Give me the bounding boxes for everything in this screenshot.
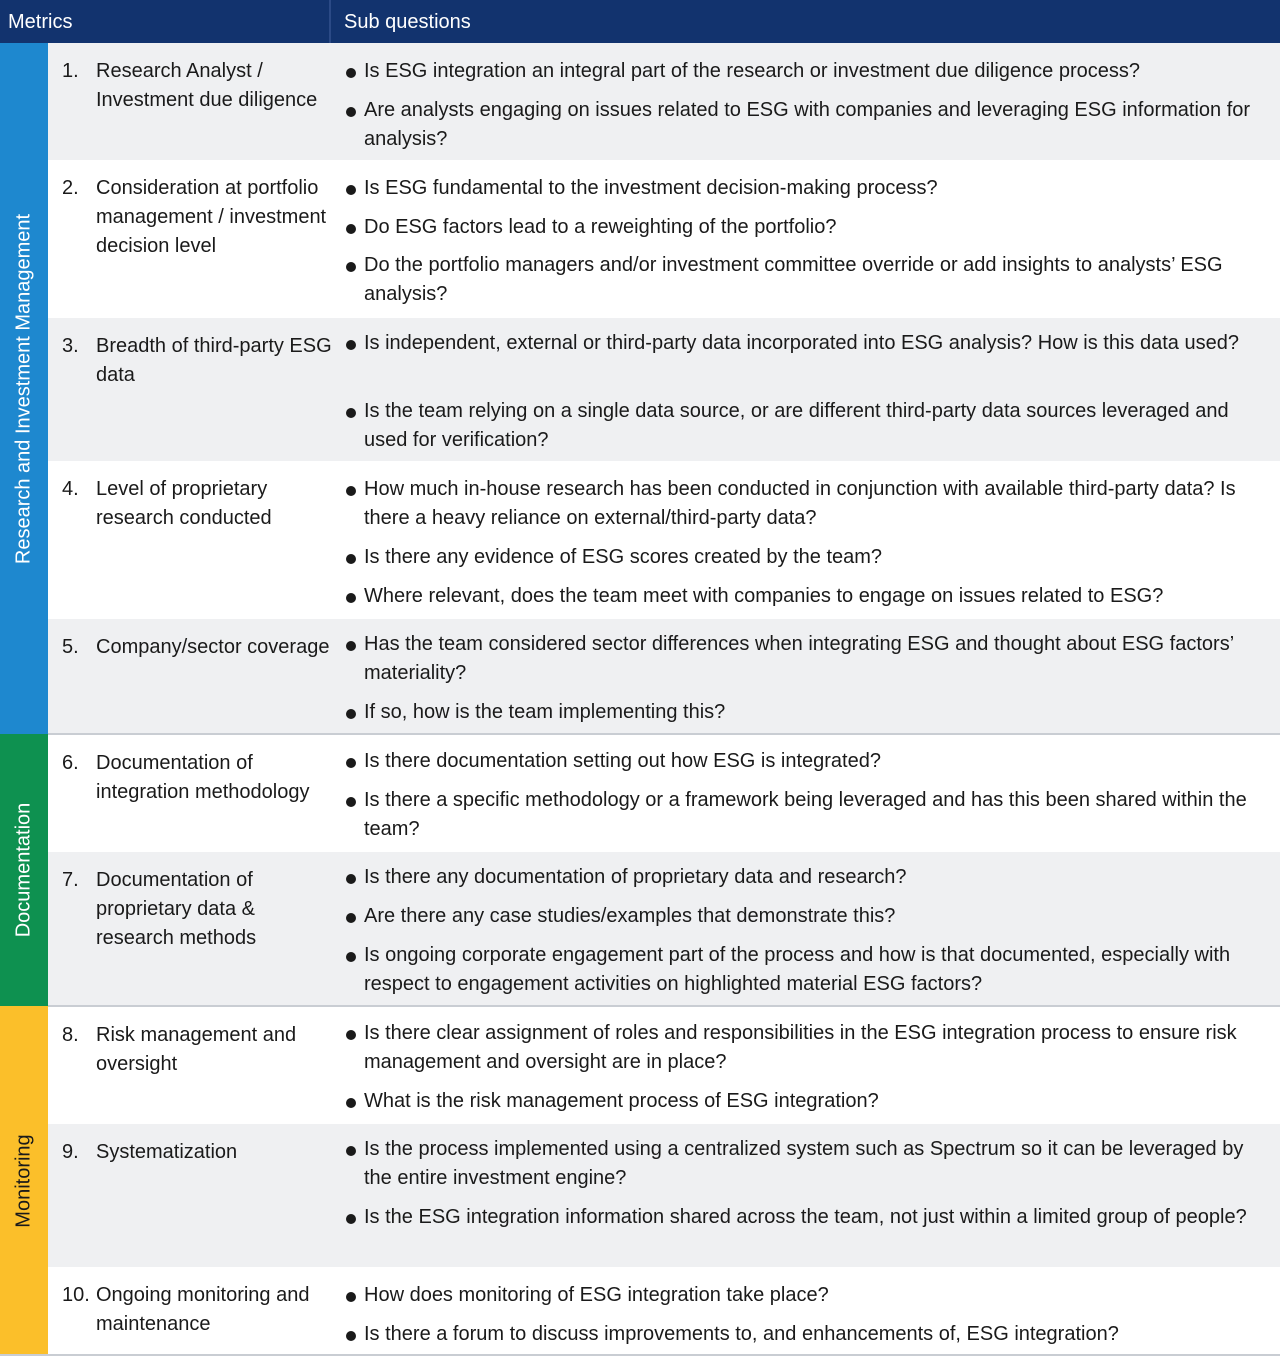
metric-title: Documentation of integration methodology [96,752,310,803]
metric-title: Ongoing monitoring and maintenance [96,1284,310,1335]
group-label-research: Research and Investment Management [12,213,35,564]
bullet-icon [346,486,356,496]
sub-question [344,96,1269,154]
sub-question-text: Is ongoing corporate engagement part of the process and how is that documented, especially with respect to engagement activities on highlighted material ESG factors? [364,944,1231,995]
sub-question [344,174,1269,203]
bullet-icon [346,641,356,651]
metric-number: 4. [62,478,79,500]
bullet-icon [346,262,356,272]
table-row [48,43,1280,160]
sub-question [344,1135,1269,1193]
sub-question-text: Is there a forum to discuss improvements to, and enhancements of, ESG integration? [364,1323,1119,1345]
metric-number: 3. [62,335,79,357]
table-header [0,0,1280,43]
group-band-monitoring [0,1006,48,1356]
sub-question-text: Is there clear assignment of roles and responsibilities in the ESG integration process to ensure risk management and oversight are in place? [364,1022,1237,1073]
sub-question-text: Is the ESG integration information shared across the team, not just within a limited group of people? [364,1206,1247,1228]
bullet-icon [346,952,356,962]
metric-title: Documentation of proprietary data & research methods [96,869,257,949]
metric-number: 5. [62,636,79,658]
sub-question-text: Is the team relying on a single data source, or are different third-party data sources leveraged and used for verification? [364,400,1229,451]
metric-number: 7. [62,869,79,891]
sub-question-text: Is independent, external or third-party data incorporated into ESG analysis? How is this data used? [364,332,1239,354]
table-row [48,852,1280,1005]
subquestions-column-header: Sub questions [344,11,471,33]
sub-question-text: Are analysts engaging on issues related to ESG with companies and leveraging ESG information for analysis? [364,99,1251,150]
table-row [48,735,1280,852]
sub-question [344,397,1269,455]
sub-question-text: Are there any case studies/examples that demonstrate this? [364,905,896,927]
sub-question [344,1019,1269,1077]
metric-number: 8. [62,1024,79,1046]
sub-question [344,582,1269,611]
sub-question [344,475,1269,533]
sub-question-text: Is there any documentation of proprietary data and research? [364,866,907,888]
bullet-icon [346,913,356,923]
sub-question [344,698,1269,727]
group-band-research [0,43,48,734]
table-row [48,318,1280,461]
metric-title: Breadth of third-party ESG data [96,335,332,386]
metric-number: 6. [62,752,79,774]
bullet-icon [346,1030,356,1040]
bullet-icon [346,340,356,350]
bullet-icon [346,1214,356,1224]
metric-title: Company/sector coverage [96,636,330,658]
sub-question-text: If so, how is the team implementing this? [364,701,726,723]
metric-title: Level of proprietary research conducted [96,478,272,529]
sub-question [344,747,1269,776]
sub-question [344,1281,1269,1310]
bullet-icon [346,797,356,807]
bullet-icon [346,554,356,564]
metric-number: 1. [62,60,79,82]
table-row [48,1007,1280,1124]
group-band-documentation [0,734,48,1006]
bullet-icon [346,1098,356,1108]
metric-number: 10. [62,1284,90,1306]
metric-title: Risk management and oversight [96,1024,297,1075]
sub-question [344,786,1269,844]
metric-title: Systematization [96,1141,238,1163]
bullet-icon [346,185,356,195]
bullet-icon [346,874,356,884]
bullet-icon [346,68,356,78]
metric-title: Consideration at portfolio management / investment decision level [96,177,327,257]
sub-question-text: Is ESG fundamental to the investment decision-making process? [364,177,938,199]
header-divider [329,0,331,43]
sub-question [344,941,1269,999]
sub-question-text: Do the portfolio managers and/or investment committee override or add insights to analysts’ ESG analysis? [364,254,1223,305]
sub-question [344,57,1269,86]
sub-question-text: What is the risk management process of ESG integration? [364,1090,879,1112]
sub-question-text: Has the team considered sector differences when integrating ESG and thought about ESG factors’ materiality? [364,633,1234,684]
sub-question [344,251,1269,309]
sub-question-text: How much in-house research has been conducted in conjunction with available third-party data? Is there a heavy reliance on external/third-party data? [364,478,1236,529]
sub-question-text: How does monitoring of ESG integration take place? [364,1284,829,1306]
bullet-icon [346,709,356,719]
sub-question-text: Is there documentation setting out how ESG is integrated? [364,750,881,772]
table-row [48,461,1280,619]
sub-question [344,630,1269,688]
bullet-icon [346,1331,356,1341]
sub-question-text: Where relevant, does the team meet with companies to engage on issues related to ESG? [364,585,1164,607]
sub-question-text: Is ESG integration an integral part of the research or investment due diligence process? [364,60,1140,82]
sub-question [344,1320,1269,1349]
bullet-icon [346,593,356,603]
sub-question [344,543,1269,572]
bullet-icon [346,1146,356,1156]
table-row [48,1124,1280,1267]
bullet-icon [346,1292,356,1302]
table-row [48,160,1280,318]
sub-question [344,1203,1269,1232]
sub-question-text: Is the process implemented using a centralized system such as Spectrum so it can be leveraged by the entire investment engine? [364,1138,1244,1189]
sub-question [344,213,1269,242]
bullet-icon [346,408,356,418]
table-row [48,1267,1280,1354]
bullet-icon [346,758,356,768]
sub-question-text: Is there any evidence of ESG scores created by the team? [364,546,883,568]
sub-question-text: Is there a specific methodology or a framework being leveraged and has this been shared within the team? [364,789,1247,840]
table-row [48,619,1280,734]
sub-question [344,902,1269,931]
metrics-column-header: Metrics [8,11,73,33]
group-label-monitoring: Monitoring [12,1134,35,1228]
group-label-documentation: Documentation [12,802,35,938]
metric-title: Research Analyst / Investment due diligence [96,60,318,111]
bullet-icon [346,107,356,117]
bullet-icon [346,224,356,234]
sub-question [344,1087,1269,1116]
sub-question-text: Do ESG factors lead to a reweighting of the portfolio? [364,216,837,238]
sub-question [344,863,1269,892]
metric-number: 2. [62,177,79,199]
metric-number: 9. [62,1141,79,1163]
sub-question [344,329,1269,358]
